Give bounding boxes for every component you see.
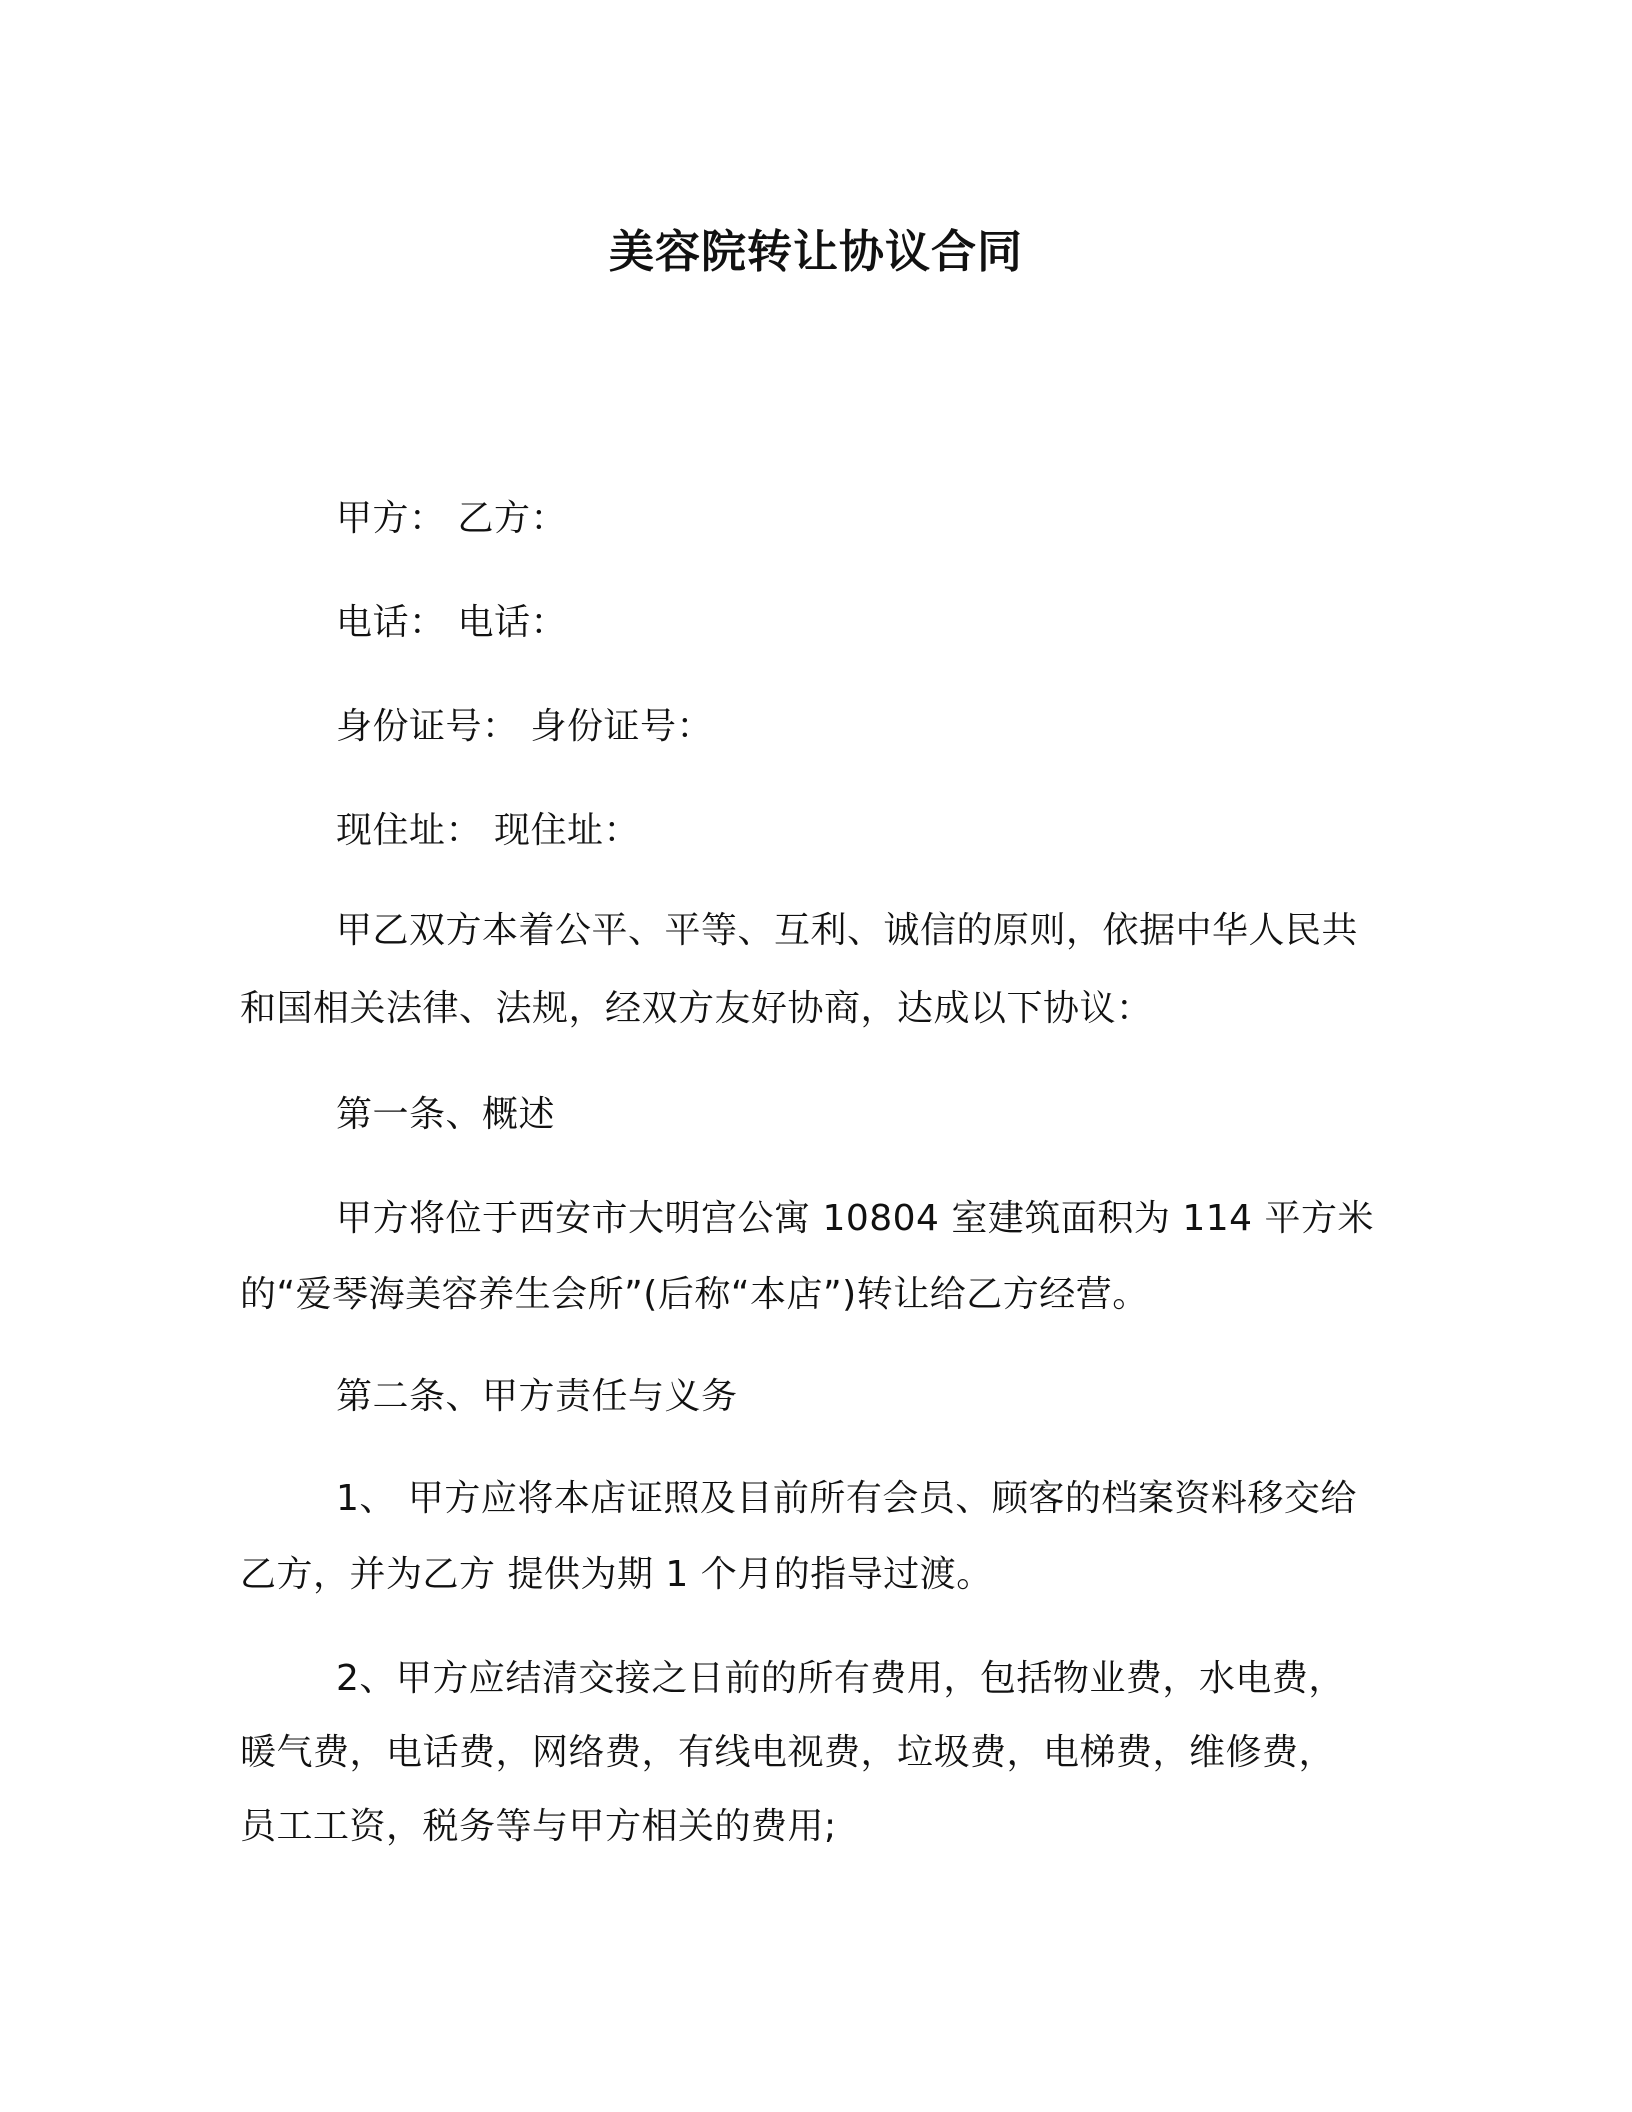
article-2-item-1-line-1: 1、 甲方应将本店证照及目前所有会员、顾客的档案资料移交给 [336, 1478, 1357, 1519]
preamble-line-2: 和国相关法律、法规，经双方友好协商，达成以下协议： [240, 988, 1153, 1029]
article-1-line-2: 的“爱琴海美容养生会所”(后称“本店”)转让给乙方经营。 [240, 1274, 1149, 1315]
article-2-heading: 第二条、甲方责任与义务 [336, 1376, 738, 1417]
article-1-line-1: 甲方将位于西安市大明宫公寓 10804 室建筑面积为 114 平方米 [336, 1198, 1375, 1239]
address-line: 现住址： 现住址： [336, 810, 640, 851]
preamble-line-1: 甲乙双方本着公平、平等、互利、诚信的原则，依据中华人民共 [336, 910, 1359, 951]
phone-line: 电话： 电话： [336, 602, 567, 643]
article-2-item-1-line-2: 乙方，并为乙方 提供为期 1 个月的指导过渡。 [240, 1554, 993, 1595]
party-line: 甲方： 乙方： [336, 498, 567, 539]
id-number-line: 身份证号： 身份证号： [336, 706, 713, 747]
article-2-item-2-line-2: 暖气费，电话费，网络费，有线电视费，垃圾费，电梯费，维修费， [240, 1732, 1336, 1773]
article-2-item-2-line-1: 2、甲方应结清交接之日前的所有费用，包括物业费，水电费， [336, 1658, 1345, 1699]
article-1-heading: 第一条、概述 [336, 1094, 556, 1135]
article-2-item-2-line-3: 员工工资，税务等与甲方相关的费用; [240, 1806, 837, 1847]
document-title: 美容院转让协议合同 [608, 225, 1023, 278]
